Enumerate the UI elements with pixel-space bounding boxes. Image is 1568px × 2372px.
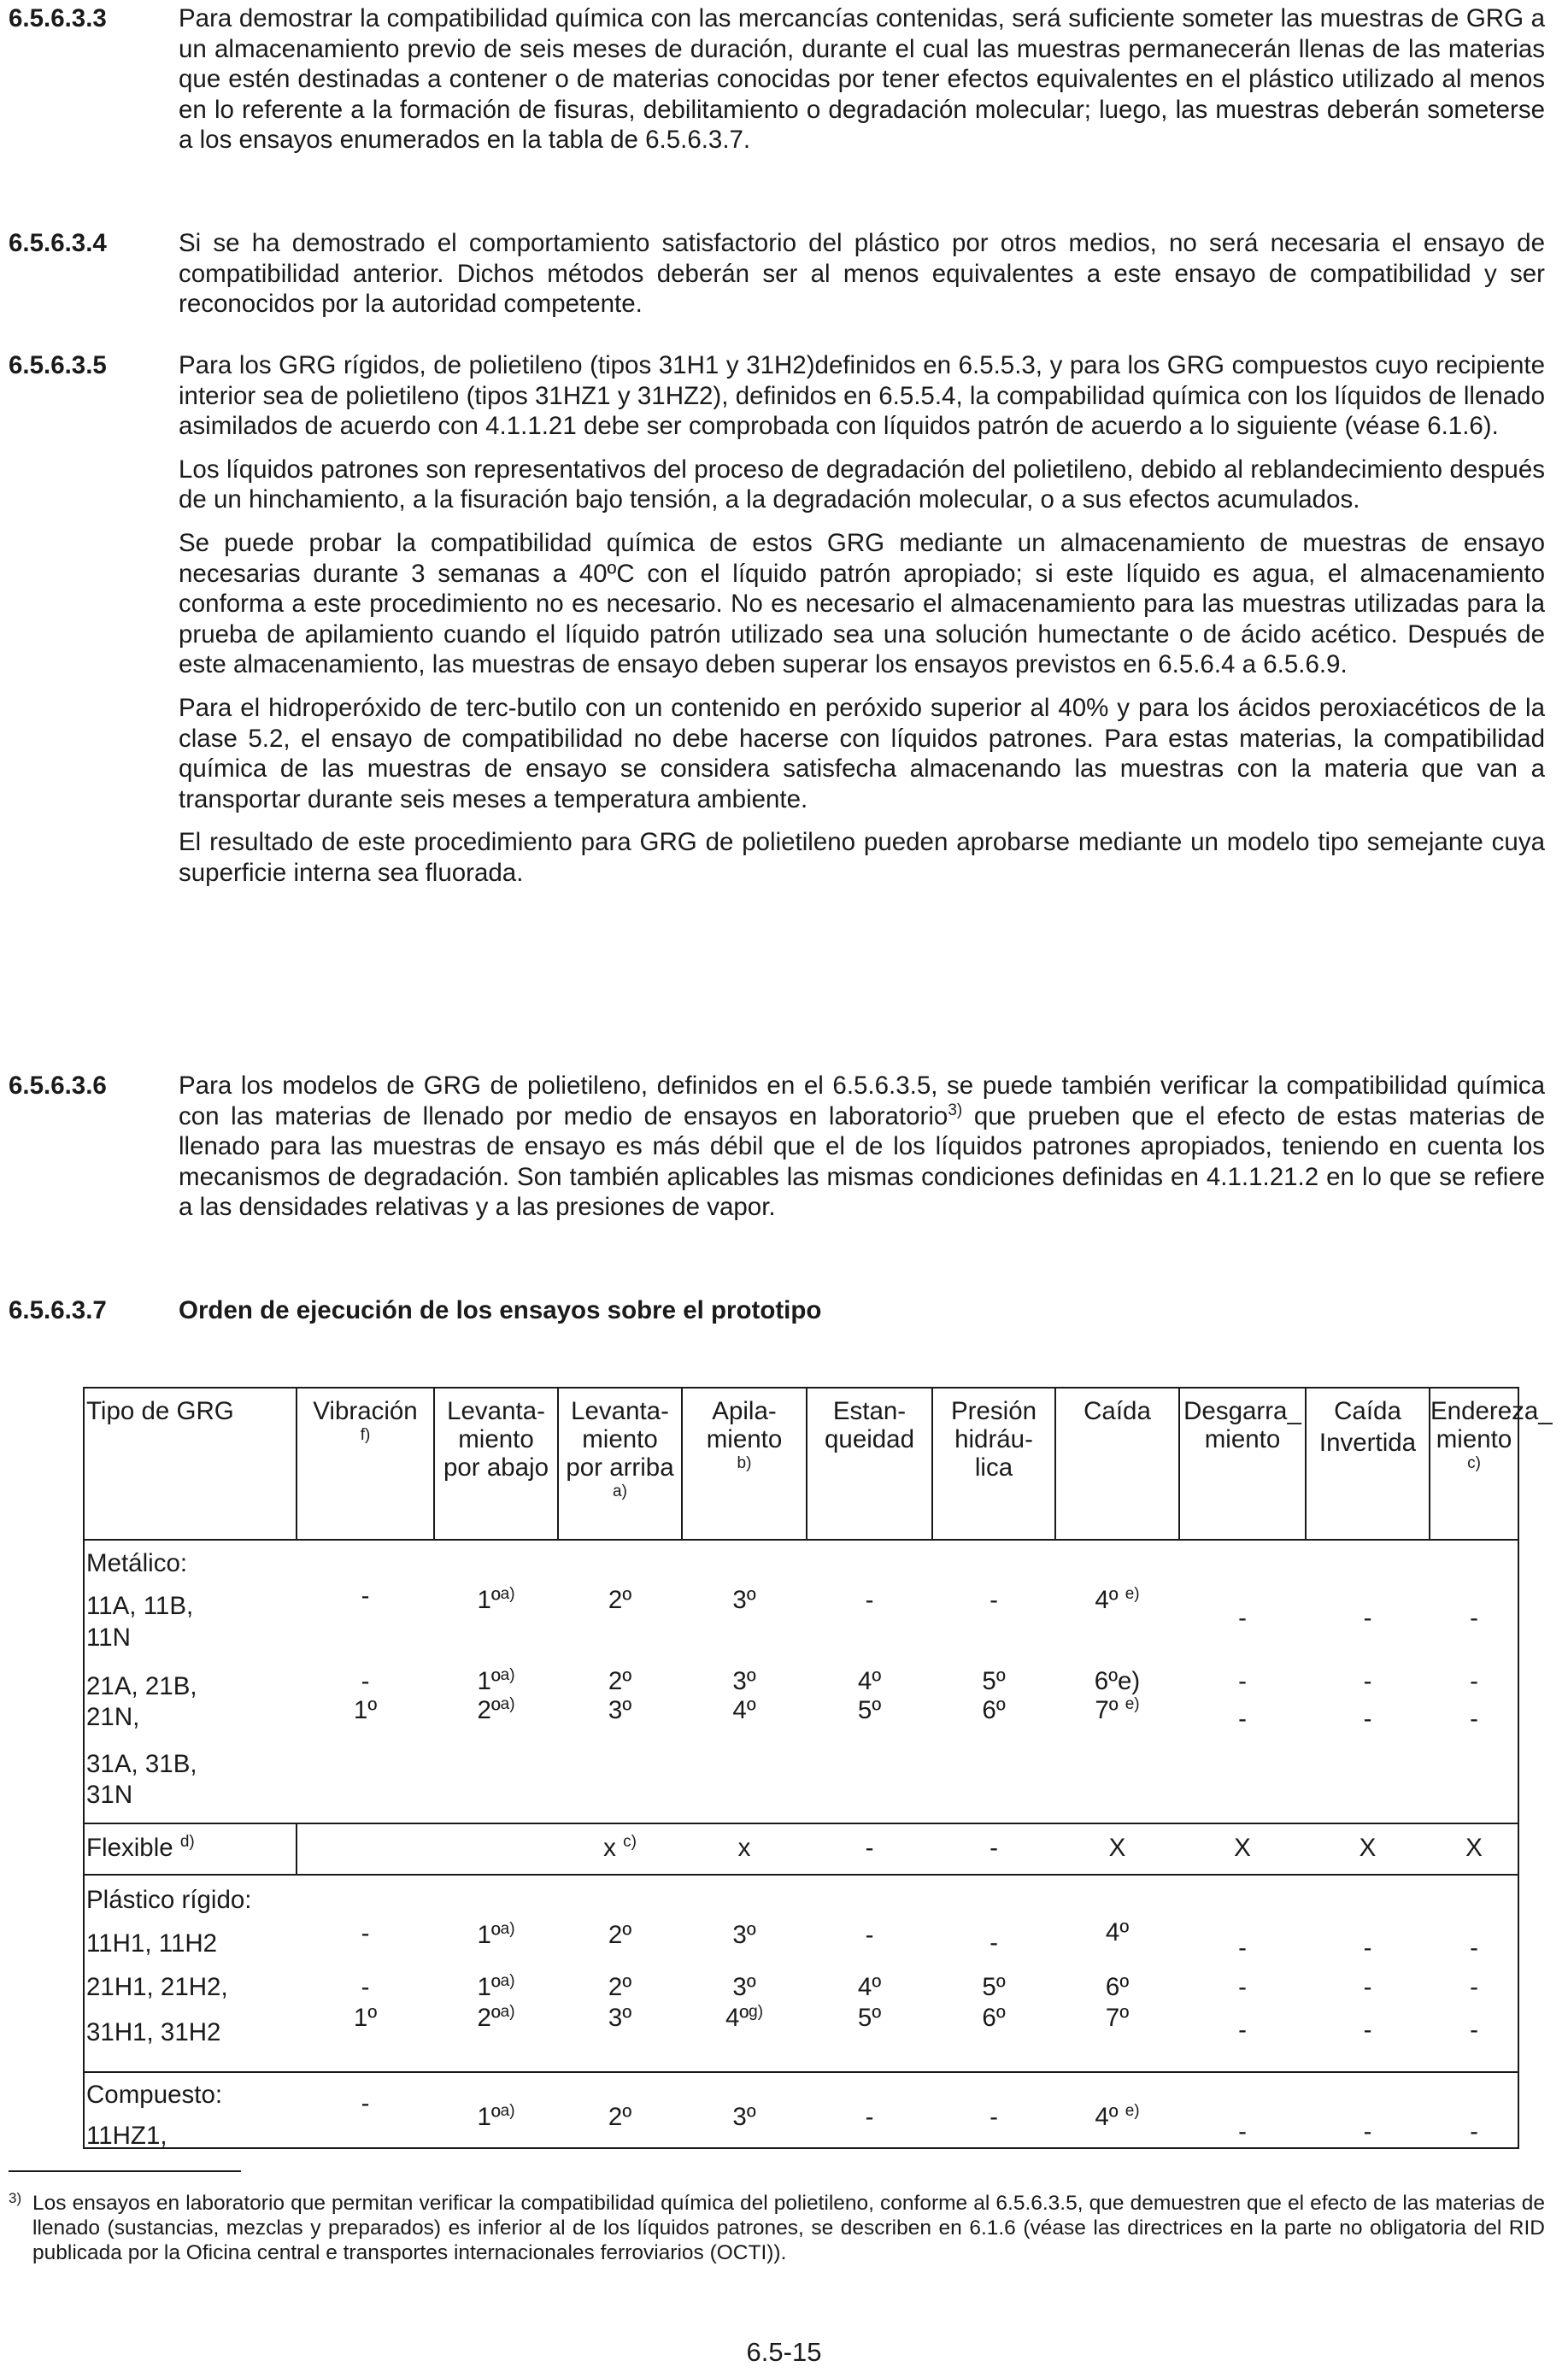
cell-value: - (1238, 2016, 1247, 2044)
footnote-ref[interactable]: 3) (948, 1101, 963, 1119)
cell-value: 4º (1105, 1918, 1130, 1946)
table-rule (83, 1874, 1519, 1876)
header-tipo-grg: Tipo de GRG (86, 1397, 234, 1425)
paragraph: Se puede probar la compatibilidad química de estos GRG mediante un almacenamiento de muestras de ensayo necesarias durante 3 semanas a 40ºC con el líquido patrón apropiado; si este líquido es agua, el almacenamiento conforma a este procedimiento no es necesario. No es necesario el almacenamiento para las muestras utilizadas para la prueba de apilamiento cuando el líquido patrón utilizado sea una solución humectante o de ácido acético. Después de este almacenamiento, las muestras de ensayo deben superar los ensayos previstos en 6.5.6.4 a 6.5.6.9. (179, 528, 1545, 679)
row-label: 11HZ1, (86, 2122, 167, 2150)
cell-value: - (865, 1834, 874, 1862)
table-heading: Orden de ejecución de los ensayos sobre el prototipo (179, 1296, 822, 1324)
row-label: 31H1, 31H2 (86, 2018, 221, 2046)
cell-value: 2º (608, 1973, 632, 2001)
cell-value: - (990, 2103, 998, 2131)
cell-value: 3º (732, 1667, 756, 1695)
cell-value: 1º$^{a)}$ (477, 1972, 515, 2001)
cell-value: - (1363, 1705, 1372, 1733)
section-6-5-6-3-3 (9, 3, 1545, 186)
section-6-5-6-3-5 (9, 350, 1545, 1060)
cell-value: 2º$^{a)}$ (477, 2003, 515, 2032)
paragraph-text: Para los modelos de GRG de polietileno, definidos en el 6.5.6.3.5, se puede también verificar la compatibilidad química con las materias de llenado por medio de ensayos en laboratorio (179, 1072, 1545, 1130)
cell-value: 3º (732, 2103, 756, 2131)
table-rule (83, 1823, 1519, 1824)
cell-value: 7º (1105, 2004, 1130, 2032)
row-label: 31N (86, 1781, 133, 1809)
table-rule (83, 1387, 1519, 1389)
cell-value: - (1363, 2117, 1372, 2146)
cell-value: - (1470, 1934, 1478, 1962)
cell-value: 1º$^{a)}$ (477, 2102, 515, 2131)
section-number: 6.5.6.3.7 (9, 1296, 107, 1324)
cell-value: - (1238, 2117, 1247, 2146)
cell-value: - (1363, 1973, 1372, 2001)
header-levantamiento-abajo: Levanta- miento por abajo (443, 1397, 549, 1482)
cell-value: 1º (353, 2004, 378, 2032)
cell-value: 3º (732, 1921, 756, 1949)
cell-value: - (361, 2089, 370, 2117)
cell-value: - (1238, 1604, 1247, 1632)
cell-value: 1º (353, 1696, 378, 1724)
row-label: 21H1, 21H2, (86, 1973, 228, 2001)
cell-value: 3º (732, 1586, 756, 1614)
cell-value: 2º (608, 1921, 632, 1949)
cell-value: - (1238, 1934, 1247, 1962)
cell-value: - (1470, 2016, 1478, 2044)
table-rule (83, 1539, 1519, 1541)
row-label: 11N (86, 1623, 131, 1652)
paragraph-text: que prueben que el efecto de estas materias de llenado para las muestras de ensayo es más débil que el de los líquidos patrones apropiados, teniendo en cuenta los mecanismos de degradación. Son también aplicables las mismas condiciones definidas en 4.1.1.21.2 en lo que se refiere a las densidades relativas y a las presiones de vapor. (179, 1101, 1545, 1222)
section-number: 6.5.6.3.3 (9, 4, 107, 32)
cell-value: 2º (608, 1586, 632, 1614)
cell-value: 3º (732, 1973, 756, 2001)
header-caida: Caída (1084, 1397, 1151, 1425)
row-label: 21A, 21B, (86, 1672, 197, 1700)
cell-value: - (1470, 1604, 1478, 1632)
paragraph: Para los GRG rígidos, de polietileno (tipos 31H1 y 31H2)definidos en 6.5.5.3, y para los GRG compuestos cuyo recipiente interior sea de polietileno (tipos 31HZ1 y 31HZ2), definidos en 6.5.5.4, la compabilidad química con los líquidos de llenado asimilados de acuerdo con 4.1.1.21 debe ser comprobada con líquidos patrón de acuerdo a lo siguiente (véase 6.1.6). (179, 351, 1545, 441)
cell-value: 7º $^{e)}$ (1095, 1695, 1140, 1724)
header-apilamiento: Apila- miento b) (706, 1397, 783, 1472)
cell-value: - (1238, 1705, 1247, 1733)
row-label: 31A, 31B, (86, 1750, 197, 1778)
cell-value: 5º (857, 1696, 882, 1724)
cell-value: 4º$^{g)}$ (725, 2003, 764, 2032)
cell-value: - (1470, 1667, 1478, 1695)
cell-value: 1º$^{a)}$ (477, 1585, 515, 1614)
cell-value: - (1363, 1667, 1372, 1695)
cell-value: X (1108, 1834, 1126, 1862)
cell-value: 2º$^{a)}$ (477, 1695, 515, 1724)
cell-value: 3º (608, 2004, 632, 2032)
group-label-metalico: Metálico: (86, 1549, 188, 1577)
cell-value: 4º (732, 1696, 756, 1724)
footnote-mark: 3) (9, 2190, 22, 2206)
header-vibracion: Vibración f) (313, 1397, 418, 1444)
table-rule (83, 2071, 1519, 2073)
table-rule (296, 1823, 297, 1874)
table-rule (1518, 1387, 1519, 2149)
cell-value: - (990, 1834, 998, 1862)
paragraph: Si se ha demostrado el comportamiento satisfactorio del plástico por otros medios, no será necesaria el ensayo de compatibilidad anterior. Dichos métodos deberán ser al menos equivalentes a este ensayo de compatibilidad y ser reconocidos por la autoridad competente. (179, 229, 1545, 319)
page-number: 6.5-15 (746, 2337, 822, 2367)
cell-value: 1º$^{a)}$ (477, 1666, 515, 1695)
cell-value: - (1363, 1604, 1372, 1632)
cell-value: X (1465, 1834, 1483, 1862)
cell-value: - (361, 1667, 370, 1695)
row-label: 11A, 11B, (86, 1592, 194, 1620)
section-number: 6.5.6.3.5 (9, 351, 107, 379)
paragraph: Para el hidroperóxido de terc-butilo con un contenido en peróxido superior al 40% y para los ácidos peroxiacéticos de la clase 5.2, el ensayo de compatibilidad no debe hacerse con líquidos patrones. Para estas materias, la compatibilidad química de las muestras de ensayo se considera satisfecha almacenando las muestras con la materia que van a transportar durante seis meses a temperatura ambiente. (179, 693, 1545, 813)
section-number: 6.5.6.3.4 (9, 229, 107, 257)
footnote (9, 2191, 1545, 2265)
cell-value: - (990, 1586, 998, 1614)
cell-value: - (865, 1921, 874, 1949)
cell-value: x (737, 1834, 751, 1862)
test-order-table (83, 1387, 1553, 2150)
cell-value: - (361, 1919, 370, 1947)
paragraph: El resultado de este procedimiento para GRG de polietileno pueden aprobarse mediante un modelo tipo semejante cuya superficie interna sea fluorada. (179, 828, 1545, 887)
cell-value: - (1238, 1973, 1247, 2001)
paragraph (179, 1071, 1545, 1223)
paragraph: Para demostrar la compatibilidad química con las mercancías contenidas, será suficiente someter las muestras de GRG a un almacenamiento previo de seis meses de duración, durante el cual las muestras permanecerán llenas de las materias que estén destinadas a contener o de materias conocidas por tener efectos equivalentes en el plástico utilizado al menos en lo referente a la formación de fisuras, debilitamiento o degradación molecular; luego, las muestras deberán someterse a los ensayos enumerados en la tabla de 6.5.6.3.7. (179, 4, 1545, 155)
section-6-5-6-3-4 (9, 228, 1545, 322)
table-rule (83, 1387, 85, 2149)
cell-value: 3º (608, 1696, 632, 1724)
cell-value: - (1363, 2016, 1372, 2044)
group-label-compuesto: Compuesto: (86, 2081, 223, 2109)
cell-value: 4º (857, 1667, 882, 1695)
header-desgarramiento: Desgarra_ miento (1183, 1397, 1301, 1453)
group-label-flexible: Flexible $^{d)}$ (86, 1833, 195, 1862)
cell-value: 5º (982, 1667, 1006, 1695)
section-number: 6.5.6.3.6 (9, 1072, 107, 1100)
header-enderezamiento: Endereza_ miento c) (1430, 1397, 1553, 1472)
header-levantamiento-arriba: Levanta- miento por arriba a) (566, 1397, 674, 1500)
header-presion-hidraulica: Presión hidráu- lica (950, 1397, 1037, 1482)
cell-value: - (865, 2103, 874, 2131)
cell-value: - (1238, 1667, 1247, 1695)
paragraph: Los líquidos patrones son representativos del proceso de degradación del polietileno, debido al reblandecimiento después de un hinchamiento, a la fisuración bajo tensión, a la degradación molecular, o a sus efectos acumulados. (179, 455, 1545, 514)
cell-value: 6º (1105, 1973, 1130, 2001)
cell-value: - (361, 1582, 370, 1610)
footnote-separator (9, 2170, 241, 2172)
cell-value: 2º (608, 2103, 632, 2131)
cell-value: - (990, 1929, 998, 1957)
cell-value: 1º$^{a)}$ (477, 1920, 515, 1949)
section-6-5-6-3-6 (9, 1071, 1545, 1276)
cell-value: 6ºe) (1094, 1667, 1141, 1695)
cell-value: 6º (982, 1696, 1006, 1724)
cell-value: 5º (857, 2004, 882, 2032)
cell-value: 6º (982, 2004, 1006, 2032)
cell-value: - (1470, 2117, 1478, 2146)
cell-value: - (865, 1586, 874, 1614)
cell-value: - (1470, 1973, 1478, 2001)
cell-value: X (1359, 1834, 1377, 1862)
section-6-5-6-3-7 (9, 1295, 1545, 1330)
cell-value: x $^{c)}$ (603, 1833, 637, 1862)
cell-value: X (1234, 1834, 1251, 1862)
cell-value: 4º (857, 1973, 882, 2001)
footnote-text: Los ensayos en laboratorio que permitan verificar la compatibilidad química del polietileno, conforme al 6.5.6.3.5, que demuestren que el efecto de las materias de llenado (sustancias, mezclas y preparados) es inferior al de los líquidos patrones, se describen en 6.1.6 (véase las directrices en la parte no obligatoria del RID publicada por la Oficina central e transportes internacionales ferroviarios (OCTI)). (32, 2192, 1545, 2264)
table-rule (83, 2147, 1519, 2149)
cell-value: 5º (982, 1973, 1006, 2001)
header-estanqueidad: Estan- queidad (825, 1397, 914, 1453)
group-label-plastico-rigido: Plástico rígido: (86, 1886, 252, 1914)
header-caida-invertida: Caída Invertida (1318, 1397, 1417, 1457)
cell-value: 4º $^{e)}$ (1095, 2102, 1140, 2131)
cell-value: - (1470, 1705, 1478, 1733)
cell-value: - (1363, 1934, 1372, 1962)
cell-value: - (361, 1973, 370, 2001)
row-label: 21N, (86, 1703, 140, 1731)
cell-value: 4º $^{e)}$ (1095, 1585, 1140, 1614)
row-label: 11H1, 11H2 (86, 1929, 218, 1958)
cell-value: 2º (608, 1667, 632, 1695)
